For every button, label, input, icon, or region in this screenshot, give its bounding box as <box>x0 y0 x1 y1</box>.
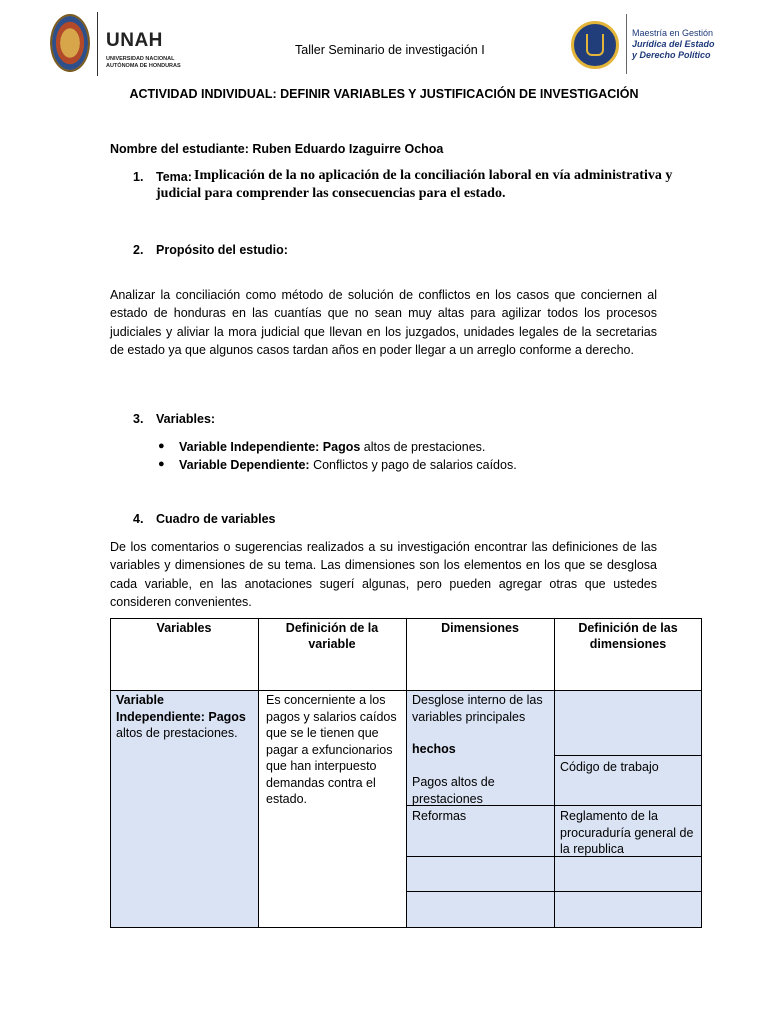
cuadro-label: Cuadro de variables <box>156 512 276 526</box>
table-border <box>554 755 702 756</box>
table-border <box>406 618 407 928</box>
variables-table <box>110 618 702 928</box>
table-variable-label: Variable Independiente: Pagos <box>116 693 246 724</box>
table-cell-dimension-3: Reformas <box>412 809 467 823</box>
tema-label: Tema: <box>156 170 192 184</box>
table-border <box>701 618 702 928</box>
proposito-number: 2. <box>133 243 144 257</box>
unah-seal-logo <box>50 14 90 72</box>
variable-item-label: Variable Independiente: Pagos <box>179 440 361 454</box>
table-header-variables: Variables <box>156 621 212 635</box>
header-divider <box>97 12 98 76</box>
tema-text: Implicación de la no aplicación de la conciliación laboral en vía administrativa y judicial para comprender las consecuencias para el estado. <box>156 168 673 201</box>
table-cell-dimension-definition-3: Reglamento de la procuraduría general de la republica <box>560 809 694 856</box>
variable-item-text: altos de prestaciones. <box>360 440 486 454</box>
bullet-icon: ● <box>158 458 165 470</box>
variable-item-label: Variable Dependiente: <box>179 458 310 472</box>
maestria-emblem-logo <box>571 21 619 69</box>
table-header-definition: Definición de la variable <box>285 621 379 651</box>
tema-number: 1. <box>133 170 144 184</box>
table-cell-variable <box>110 690 258 744</box>
table-border <box>258 618 259 928</box>
program-line-2: Jurídica del Estado <box>632 39 715 49</box>
table-header-dimensions: Dimensiones <box>441 621 519 635</box>
unah-title: UNAH <box>106 30 163 51</box>
table-variable-text: altos de prestaciones. <box>116 726 238 740</box>
bullet-icon: ● <box>158 440 165 452</box>
variables-label: Variables: <box>156 412 216 426</box>
proposito-text: Analizar la conciliación como método de solución de conflictos en los casos que conciernen al estado de honduras en las cuantías que no sean muy altas para agilizar todos los procesos judiciales y aliviar la mora judicial que llevan en los juzgados, unidades legales de la secretarias de estado ya que algunos casos tardan años en poder llegar a un arreglo conforme a derecho. <box>110 288 657 358</box>
cuadro-text: De los comentarios o sugerencias realizados a su investigación encontrar las definiciones de las variables y dimensiones de su tema. Las dimensiones son los elementos en los que se desglosa cada variable, en las anotaciones sugerí algunas, pero pueden agregar otras que ustedes consideren convenientes. <box>110 540 657 610</box>
program-line-1: Maestría en Gestión <box>632 28 714 38</box>
program-name <box>632 28 742 61</box>
table-border <box>554 618 555 928</box>
proposito-label: Propósito del estudio: <box>156 243 288 257</box>
table-cell-definition: Es concerniente a los pagos y salarios caídos que se le tienen que pagar a exfuncionarios que han interpuesto demandas contra el estado. <box>266 693 397 806</box>
table-header-dimension-definitions: Definición de las dimensiones <box>578 621 678 651</box>
variable-item <box>179 440 485 454</box>
program-line-3: y Derecho Político <box>632 50 711 60</box>
table-border <box>110 618 111 928</box>
unah-subtitle: UNIVERSIDAD NACIONAL AUTÓNOMA DE HONDURAS <box>106 56 181 69</box>
variable-item <box>179 458 517 472</box>
table-cell-dimension-1 <box>406 690 554 760</box>
header-divider-right <box>626 14 627 74</box>
variables-number: 3. <box>133 412 144 426</box>
course-title: Taller Seminario de investigación I <box>295 43 485 57</box>
table-cell-dimension-definition-2: Código de trabajo <box>560 760 659 774</box>
dimension-1-text: Desglose interno de las variables principales <box>412 693 543 724</box>
activity-title: ACTIVIDAD INDIVIDUAL: DEFINIR VARIABLES Y JUSTIFICACIÓN DE INVESTIGACIÓN <box>129 87 639 101</box>
variable-item-text: Conflictos y pago de salarios caídos. <box>309 458 517 472</box>
dimension-1-bold: hechos <box>412 742 456 756</box>
cuadro-number: 4. <box>133 512 144 526</box>
table-cell-dimension-2: Pagos altos de prestaciones <box>412 775 495 806</box>
student-name: Nombre del estudiante: Ruben Eduardo Izaguirre Ochoa <box>110 142 444 156</box>
